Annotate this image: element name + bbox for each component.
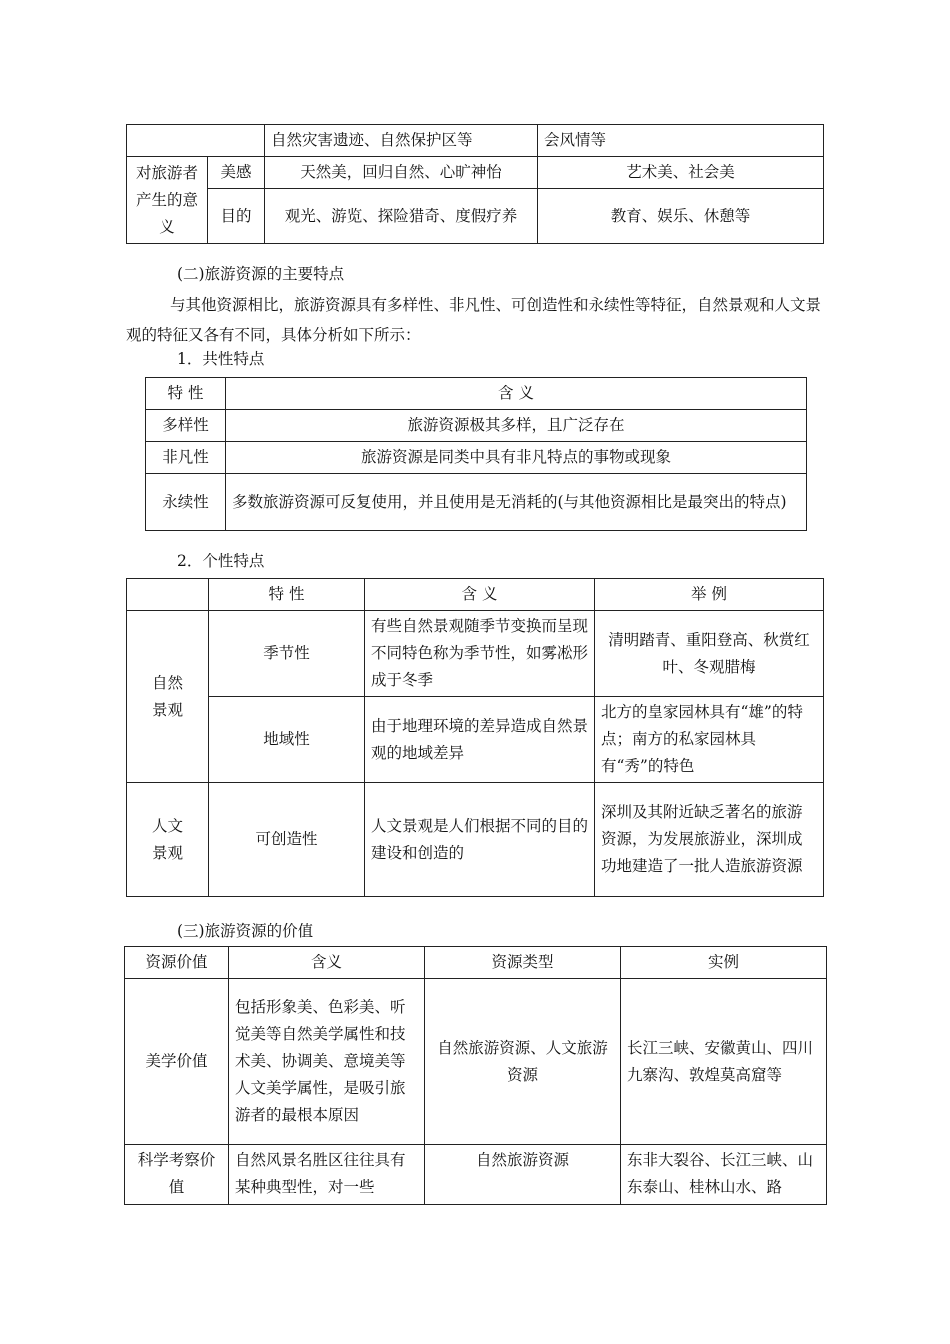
natural-cell: 观光、游览、探险猎奇、度假疗养 bbox=[265, 189, 538, 244]
trait-name: 季节性 bbox=[209, 611, 365, 697]
row-label: 目的 bbox=[208, 189, 265, 244]
category-label: 人文景观 bbox=[127, 783, 209, 897]
header-cell: 特 性 bbox=[146, 378, 226, 410]
header-cell: 资源类型 bbox=[425, 947, 621, 979]
trait-name: 地域性 bbox=[209, 697, 365, 783]
value-name: 科学考察价值 bbox=[125, 1145, 229, 1205]
resource-value-table bbox=[124, 946, 827, 1205]
header-cell: 含义 bbox=[229, 947, 425, 979]
header-cell: 资源价值 bbox=[125, 947, 229, 979]
individual-traits-table bbox=[126, 578, 824, 897]
trait-meaning: 人文景观是人们根据不同的目的建设和创造的 bbox=[365, 783, 595, 897]
natural-cell: 天然美，回归自然、心旷神怡 bbox=[265, 157, 538, 189]
cultural-cell: 会风情等 bbox=[538, 125, 824, 157]
value-name: 美学价值 bbox=[125, 979, 229, 1145]
header-cell: 含 义 bbox=[226, 378, 807, 410]
section-heading: (二)旅游资源的主要特点 bbox=[177, 265, 345, 283]
cultural-cell: 教育、娱乐、休憩等 bbox=[538, 189, 824, 244]
value-example: 东非大裂谷、长江三峡、山东泰山、桂林山水、路 bbox=[621, 1145, 827, 1205]
cultural-cell: 艺术美、社会美 bbox=[538, 157, 824, 189]
natural-cell: 自然灾害遗迹、自然保护区等 bbox=[265, 125, 538, 157]
subsection-heading: 2．个性特点 bbox=[177, 552, 265, 570]
common-traits-table bbox=[145, 377, 807, 531]
trait-name: 可创造性 bbox=[209, 783, 365, 897]
trait-meaning: 旅游资源极其多样，且广泛存在 bbox=[226, 410, 807, 442]
trait-meaning: 由于地理环境的差异造成自然景观的地域差异 bbox=[365, 697, 595, 783]
tourism-meaning-table bbox=[126, 124, 824, 244]
header-cell: 特 性 bbox=[209, 579, 365, 611]
header-cell bbox=[127, 579, 209, 611]
header-cell: 举 例 bbox=[595, 579, 824, 611]
empty-cell bbox=[127, 125, 265, 157]
row-label: 美感 bbox=[208, 157, 265, 189]
trait-example: 北方的皇家园林具有“雄”的特点；南方的私家园林具有“秀”的特色 bbox=[595, 697, 824, 783]
section-heading: (三)旅游资源的价值 bbox=[177, 922, 314, 940]
trait-example: 清明踏青、重阳登高、秋赏红叶、冬观腊梅 bbox=[595, 611, 824, 697]
header-cell: 实例 bbox=[621, 947, 827, 979]
resource-type: 自然旅游资源、人文旅游资源 bbox=[425, 979, 621, 1145]
trait-name: 非凡性 bbox=[146, 442, 226, 474]
trait-example: 深圳及其附近缺乏著名的旅游资源，为发展旅游业，深圳成功地建造了一批人造旅游资源 bbox=[595, 783, 824, 897]
resource-type: 自然旅游资源 bbox=[425, 1145, 621, 1205]
value-example: 长江三峡、安徽黄山、四川九寨沟、敦煌莫高窟等 bbox=[621, 979, 827, 1145]
section-paragraph: 与其他资源相比，旅游资源具有多样性、非凡性、可创造性和永续性等特征，自然景观和人文景观的特征又各有不同，具体分析如下所示： bbox=[126, 296, 822, 344]
trait-name: 多样性 bbox=[146, 410, 226, 442]
value-meaning: 自然风景名胜区往往具有某种典型性，对一些 bbox=[229, 1145, 425, 1205]
trait-name: 永续性 bbox=[146, 474, 226, 531]
subsection-heading: 1．共性特点 bbox=[177, 350, 265, 368]
group-label: 对旅游者产生的意义 bbox=[127, 157, 208, 244]
header-cell: 含 义 bbox=[365, 579, 595, 611]
value-meaning: 包括形象美、色彩美、听觉美等自然美学属性和技术美、协调美、意境美等人文美学属性，是吸引旅游者的最根本原因 bbox=[229, 979, 425, 1145]
category-label: 自然景观 bbox=[127, 611, 209, 783]
trait-meaning: 有些自然景观随季节变换而呈现不同特色称为季节性，如雾凇形成于冬季 bbox=[365, 611, 595, 697]
trait-meaning: 多数旅游资源可反复使用，并且使用是无消耗的(与其他资源相比是最突出的特点) bbox=[226, 474, 807, 531]
trait-meaning: 旅游资源是同类中具有非凡特点的事物或现象 bbox=[226, 442, 807, 474]
